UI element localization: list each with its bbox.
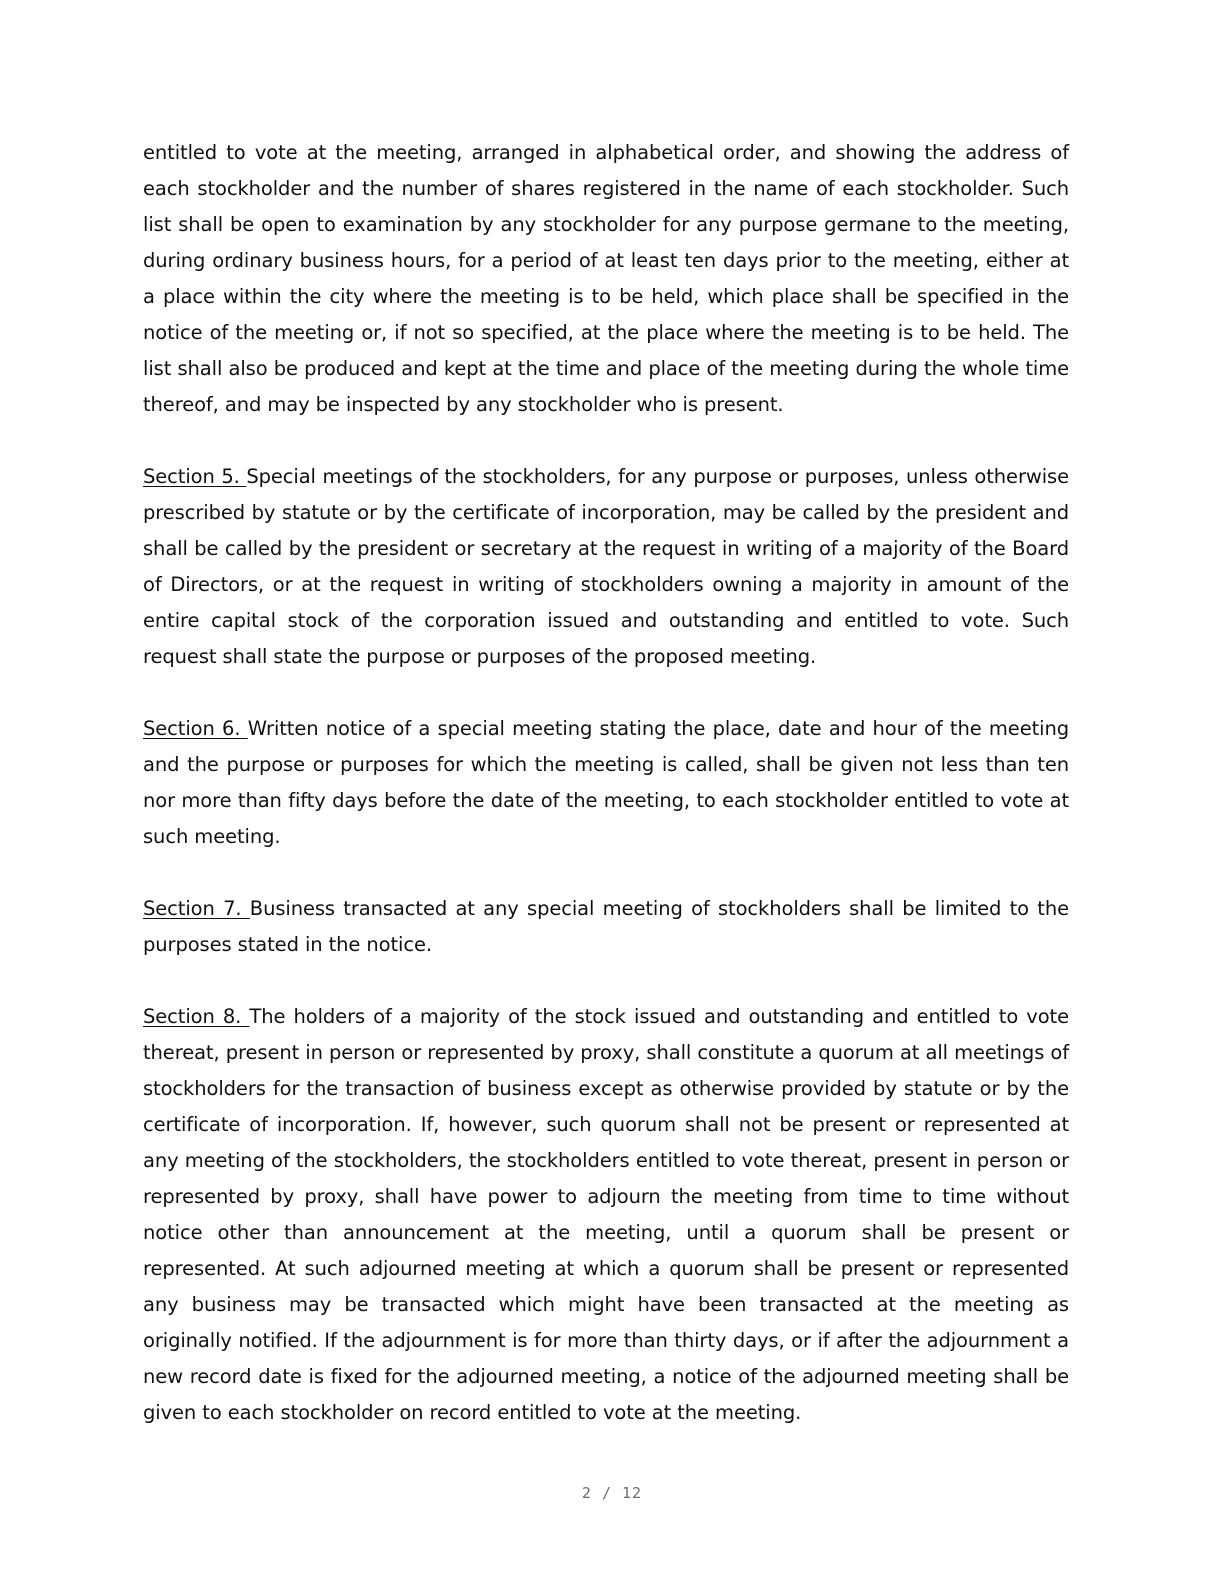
section-label: Section 5. bbox=[143, 465, 247, 488]
paragraph-section-7 bbox=[143, 891, 1069, 963]
paragraph-text: entitled to vote at the meeting, arranged in alphabetical order, and showing the address of each stockholder and the number of shares registered in the name of each stockholder. Such list shall be open to examination by any stockholder for any purpose germane to the meeting, during ordinary business hours, for a period of at least ten days prior to the meeting, either at a place within the city where the meeting is to be held, which place shall be specified in the notice of the meeting or, if not so specified, at the place where the meeting is to be held. The list shall also be produced and kept at the time and place of the meeting during the whole time thereof, and may be inspected by any stockholder who is present. bbox=[143, 141, 1069, 416]
page-number: 2 / 12 bbox=[581, 1484, 643, 1502]
paragraph-section-6 bbox=[143, 711, 1069, 855]
paragraph-text: Business transacted at any special meeting of stockholders shall be limited to the purposes stated in the notice. bbox=[143, 897, 1069, 956]
paragraph-section-5 bbox=[143, 459, 1069, 675]
section-label: Section 7. bbox=[143, 897, 250, 920]
section-label: Section 6. bbox=[143, 717, 248, 740]
section-label: Section 8. bbox=[143, 1005, 250, 1028]
document-body bbox=[143, 135, 1069, 1467]
paragraph-list-continuation bbox=[143, 135, 1069, 423]
paragraph-text: Special meetings of the stockholders, for any purpose or purposes, unless otherwise prescribed by statute or by the certificate of incorporation, may be called by the president and shall be called by the president or secretary at the request in writing of a majority of the Board of Directors, or at the request in writing of stockholders owning a majority in amount of the entire capital stock of the corporation issued and outstanding and entitled to vote. Such request shall state the purpose or purposes of the proposed meeting. bbox=[143, 465, 1069, 668]
paragraph-text: The holders of a majority of the stock issued and outstanding and entitled to vote thereat, present in person or represented by proxy, shall constitute a quorum at all meetings of stockholders for the transaction of business except as otherwise provided by statute or by the certificate of incorporation. If, however, such quorum shall not be present or represented at any meeting of the stockholders, the stockholders entitled to vote thereat, present in person or represented by proxy, shall have power to adjourn the meeting from time to time without notice other than announcement at the meeting, until a quorum shall be present or represented. At such adjourned meeting at which a quorum shall be present or represented any business may be transacted which might have been transacted at the meeting as originally notified. If the adjournment is for more than thirty days, or if after the adjournment a new record date is fixed for the adjourned meeting, a notice of the adjourned meeting shall be given to each stockholder on record entitled to vote at the meeting. bbox=[143, 1005, 1069, 1424]
paragraph-section-8 bbox=[143, 999, 1069, 1431]
paragraph-text: Written notice of a special meeting stating the place, date and hour of the meeting and the purpose or purposes for which the meeting is called, shall be given not less than ten nor more than fifty days before the date of the meeting, to each stockholder entitled to vote at such meeting. bbox=[143, 717, 1069, 848]
